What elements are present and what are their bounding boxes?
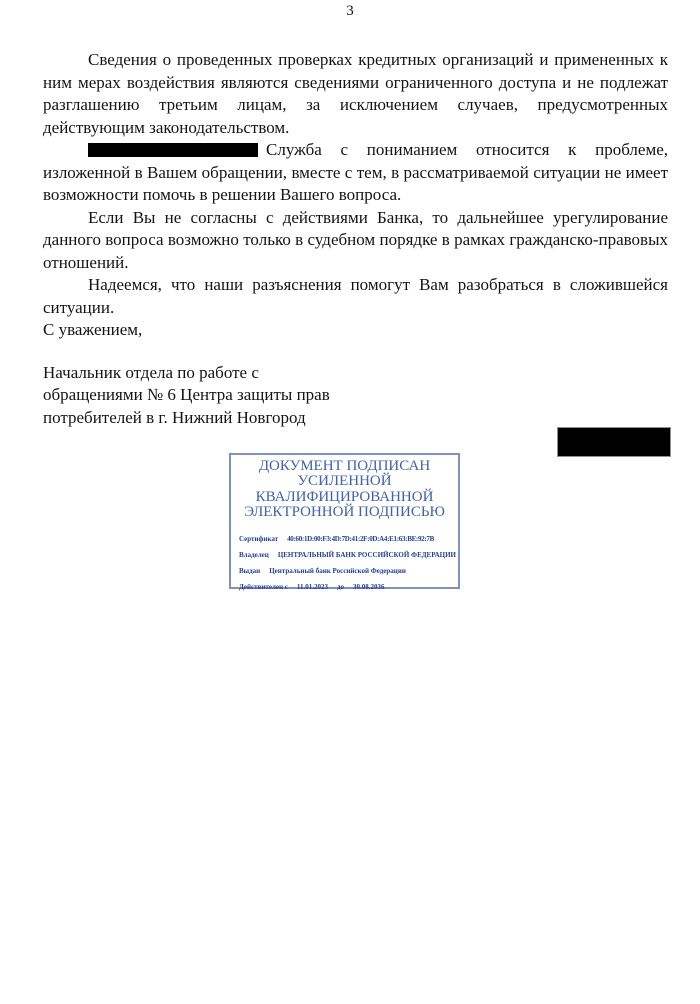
certificate-label: Сертификат bbox=[239, 534, 279, 543]
page-number: 3 bbox=[346, 3, 354, 19]
valid-to-label: до bbox=[337, 583, 345, 592]
paragraph-2-text: Служба с пониманием относится к проблеме, изложенной в Вашем обращении, вместе с тем, в рассматриваемой ситуации не имеет возможности помочь в решении Вашего вопроса. bbox=[43, 140, 668, 204]
stamp-title-line: ДОКУМЕНТ ПОДПИСАН bbox=[258, 458, 431, 474]
valid-to-date: 30.08.2036 bbox=[353, 583, 385, 592]
signature-stamp bbox=[229, 453, 460, 592]
stamp-validity-row bbox=[239, 579, 458, 595]
letter-body bbox=[43, 49, 668, 429]
certificate-value: 40:60:1D:00:F3:4D:7D:41:2F:0D:A4:E1:63:BE:92:7B bbox=[287, 534, 434, 543]
issuer-value: Центральный банк Российской Федерации bbox=[269, 567, 406, 576]
redaction-box-signature bbox=[557, 427, 671, 457]
paragraph-3: Если Вы не согласны с действиями Банка, то дальнейшее урегулирование данного вопроса возможно только в судебном порядке в рамках гражданско-правовых отношений. bbox=[43, 207, 668, 272]
stamp-title-line: ЭЛЕКТРОННОЙ ПОДПИСЬЮ bbox=[244, 504, 445, 521]
signer-title-line: Начальник отдела по работе с bbox=[43, 362, 259, 382]
stamp-title-line: КВАЛИФИЦИРОВАННОЙ bbox=[255, 488, 434, 505]
stamp-title bbox=[231, 459, 458, 521]
stamp-details bbox=[239, 531, 458, 596]
valid-from-date: 11.01.2023 bbox=[296, 583, 328, 592]
paragraph-4: Надеемся, что наши разъяснения помогут Вам разобраться в сложившейся ситуации. bbox=[43, 275, 668, 317]
stamp-issuer-row bbox=[239, 563, 458, 579]
paragraph-2 bbox=[43, 139, 668, 207]
signer-title-block bbox=[43, 362, 668, 430]
salutation: С уважением, bbox=[43, 320, 143, 339]
paragraph-1: Сведения о проведенных проверках кредитных организаций и примененных к ним мерах воздействия являются сведениями ограниченного доступа и не подлежат разглашению третьим лицам, за исключением случаев, предусмотренных действующим законодательством. bbox=[43, 50, 668, 137]
signer-title-line: потребителей в г. Нижний Новгород bbox=[43, 407, 306, 427]
stamp-certificate-row bbox=[239, 531, 458, 547]
owner-value: ЦЕНТРАЛЬНЫЙ БАНК РОССИЙСКОЙ ФЕДЕРАЦИИ bbox=[277, 550, 456, 559]
stamp-title-line: УСИЛЕННОЙ bbox=[297, 473, 392, 490]
owner-label: Владелец bbox=[239, 550, 269, 559]
validity-label: Действителен с bbox=[239, 583, 288, 592]
stamp-owner-row bbox=[239, 547, 458, 563]
redaction-box-inline bbox=[88, 143, 258, 157]
signer-title-line: обращениями № 6 Центра защиты прав bbox=[43, 385, 330, 404]
issuer-label: Выдан bbox=[239, 567, 261, 576]
